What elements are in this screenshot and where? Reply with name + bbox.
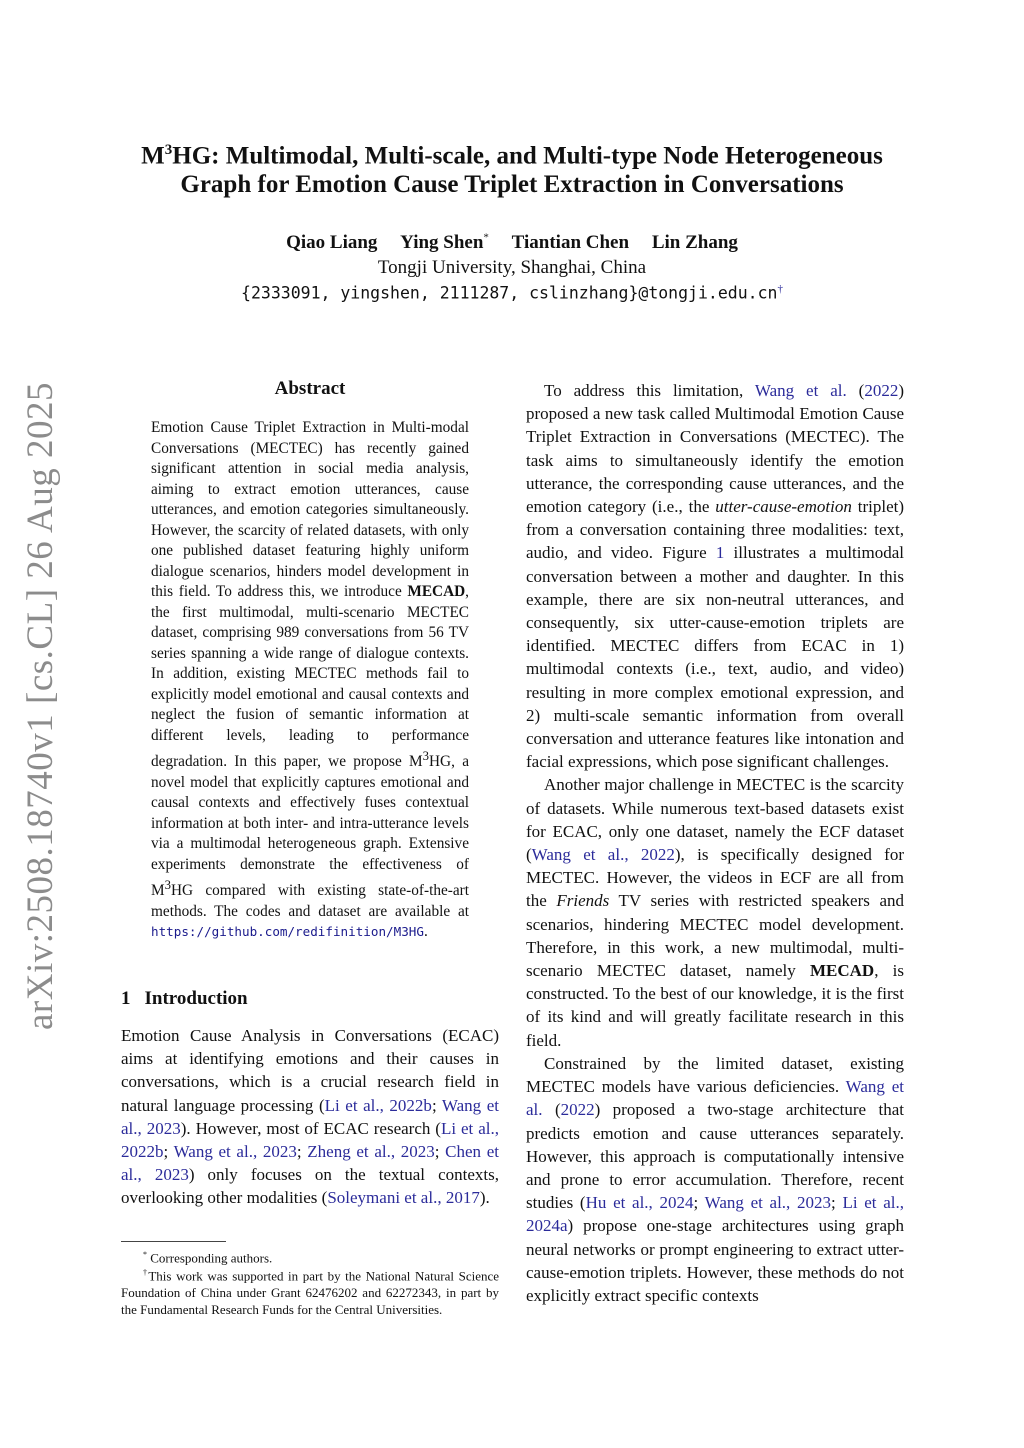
affiliation: Tongji University, Shanghai, China [377,257,647,278]
citation-link[interactable]: Soleymani et al., 2017 [327,1188,480,1208]
email-text: {2333091, yingshen, 2111287, cslinzhang}@tongji.edu.cn [241,283,778,303]
abstract-heading: Abstract [274,378,346,399]
title-m: M [141,142,165,170]
citation-link[interactable]: Wang et al. [754,381,847,400]
footnote-funding [121,1264,499,1318]
citation-year-link[interactable]: 2022 [864,381,899,400]
right-column [526,379,904,1307]
separator: ; [163,1142,174,1162]
body-text: Emotion Cause Analysis in Conversations (ECAC) aims at identifying emotions and their causes in conversations, which is a crucial research field in natural language processing ( [121,1026,499,1115]
body-text: illustrates a multimodal conversation between a mother and daughter. In this example, there are six non-neutral utterances, and consequently, six utter-cause-emotion triplets are identified. MECTEC differs from ECAC in 1) multimodal contexts (i.e., text, audio, and video) resulting in more complex emotional expression, and 2) multi-scale semantic information from overall conversation and utterance features like intonation and facial expressions, which pose significant challenges. [526,543,904,772]
body-text: triplet) from a conversation containing three modalities: text, audio, and video. Figure [526,497,904,563]
section-number: 1 [121,988,131,1009]
footnote-mark: † [143,1268,149,1277]
body-paragraph [526,379,904,773]
citation-link[interactable]: Wang et al., 2023 [704,1193,832,1213]
footnote-rule [121,1241,226,1242]
superscript: 3 [164,878,171,893]
body-text: ). However, most of ECAC research ( [180,1118,441,1138]
dagger-link[interactable]: † [777,283,783,295]
code-url-link[interactable]: https://github.com/redifinition/M3HG [151,924,424,940]
footnote-mark: * [143,1250,147,1259]
arxiv-identifier: arXiv:2508.18740v1 [cs.CL] 26 Aug 2025 [20,382,61,1030]
abstract-text: , the first multimodal, multi-scenario MECTEC dataset, comprising 989 conversations from 56 TV series spanning a wide range of dialogue contexts. In addition, existing MECTEC methods fail to explicitly model emotional and causal contexts and neglect the fusion of semantic information at different levels, leading to performance degradation. In this paper, we propose M [151,583,469,771]
body-text: TV series with restricted speakers and scenarios, hindering MECTEC model development. Therefore, in this work, a new multimodal, multi-scenario MECTEC dataset, namely [526,891,904,981]
figure-ref-link[interactable]: 1 [715,543,725,563]
dataset-name: MECAD [809,961,875,981]
separator: ; [296,1142,308,1162]
dataset-name: MECAD [407,583,466,600]
citation-link[interactable]: Wang et al., 2023 [173,1142,297,1162]
citation-link[interactable]: Hu et al., 2024 [585,1193,694,1213]
author-name: Tiantian Chen [511,232,630,254]
abstract-text: HG, a novel model that explicitly captures emotional and causal contexts and effectively fuses contextual information at both inter- and intra-utterance levels via a multimodal heterogeneous graph. Extensive experiments demonstrate the effectiveness of M [151,753,469,900]
body-paragraph [526,773,904,1051]
body-text: ) proposed a new task called Multimodal Emotion Cause Triplet Extraction in Conversations (MECTEC). The task aims to simultaneously identify the emotion utterance, the corresponding cause utterances, and the emotion category (i.e., the [526,381,904,517]
separator: ( [542,1100,561,1120]
citation-link[interactable]: Li et al., 2024a [526,1193,904,1236]
separator: ; [831,1193,843,1213]
separator: ; [434,1142,446,1162]
body-paragraph [526,1052,904,1307]
separator: ; [431,1095,442,1115]
abstract-text: HG compared with existing state-of-the-art methods. The codes and dataset are available at [151,882,469,920]
citation-link[interactable]: Li et al., 2022b [324,1095,432,1115]
author-name: Lin Zhang [651,232,738,254]
author-name: Qiao Liang [286,232,378,254]
author-name-wrap [400,232,489,253]
citation-link[interactable]: Wang et al. [526,1077,905,1120]
italic-term: utter-cause-emotion [715,497,852,517]
body-text: ). [479,1188,490,1208]
body-text: ) propose one-stage architectures using graph neural networks or prompt engineering to extract utter-cause-emotion triplets. However, these methods do not explicitly extract specific contexts [526,1216,904,1305]
author-name: Ying Shen [400,232,484,254]
citation-link[interactable]: Li et al., 2022b [121,1118,499,1162]
intro-paragraph [121,1024,499,1210]
citation-link[interactable]: Chen et al., 2023 [121,1142,499,1185]
title-line2: Graph for Emotion Cause Triplet Extraction in Conversations [180,171,844,199]
citation-link[interactable]: Zheng et al., 2023 [307,1142,435,1162]
separator: ; [693,1193,705,1213]
paper-title [120,136,904,199]
abstract-text: Emotion Cause Triplet Extraction in Multi-modal Conversations (MECTEC) has recently gained significant attention in social media analysis, aiming to extract emotion utterances, cause utterances, and emotion categories simultaneously. However, the scarcity of related datasets, with only one published dataset featuring highly uniform dialogue scenarios, hinders model development in this field. To address this, we introduce [151,419,469,600]
citation-link[interactable]: Wang et al., 2022 [531,845,675,865]
abstract-body [151,418,469,943]
body-text: ) only focuses on the textual contexts, overlooking other modalities ( [121,1165,499,1208]
body-text: Another major challenge in MECTEC is the scarcity of datasets. While numerous text-based datasets exist for ECAC, only one dataset, namely the ECF dataset ( [526,775,904,865]
title-line1: HG: Multimodal, Multi-scale, and Multi-type Node Heterogeneous [172,142,883,170]
author-list [120,232,904,254]
citation-link[interactable]: Wang et al., 2023 [121,1095,499,1138]
italic-term: Friends [556,891,610,911]
citation-year-link[interactable]: 2022 [560,1100,595,1120]
corresponding-mark: * [483,232,489,244]
body-text: ) proposed a two-stage architecture that predicts emotion and cause utterances separately. However, this approach is computationally intensive and prone to error accumulation. Therefore, recent studies ( [526,1100,904,1213]
section-title: Introduction [144,988,248,1009]
abstract-text: . [423,923,428,941]
author-emails [120,283,904,303]
title-superscript: 3 [164,142,173,158]
footnote-text: This work was supported in part by the National Natural Science Foundation of China under Grant 62476202 and 62272343, in part by the Fundamental Research Funds for the Central Universities. [121,1268,500,1318]
section-heading [121,988,501,1010]
body-text: Constrained by the limited dataset, existing MECTEC models have various deficiencies. [526,1053,904,1097]
body-text: To address this limitation, [544,381,755,400]
superscript: 3 [422,749,429,763]
footnote-text: Corresponding authors. [147,1250,273,1266]
separator: ( [846,381,865,400]
body-text: ), is specifically designed for MECTEC. However, the videos in ECF are all from the [526,845,904,911]
body-text: , is constructed. To the best of our knowledge, it is the first of its kind and will greatly facilitate research in this field. [526,961,904,1050]
